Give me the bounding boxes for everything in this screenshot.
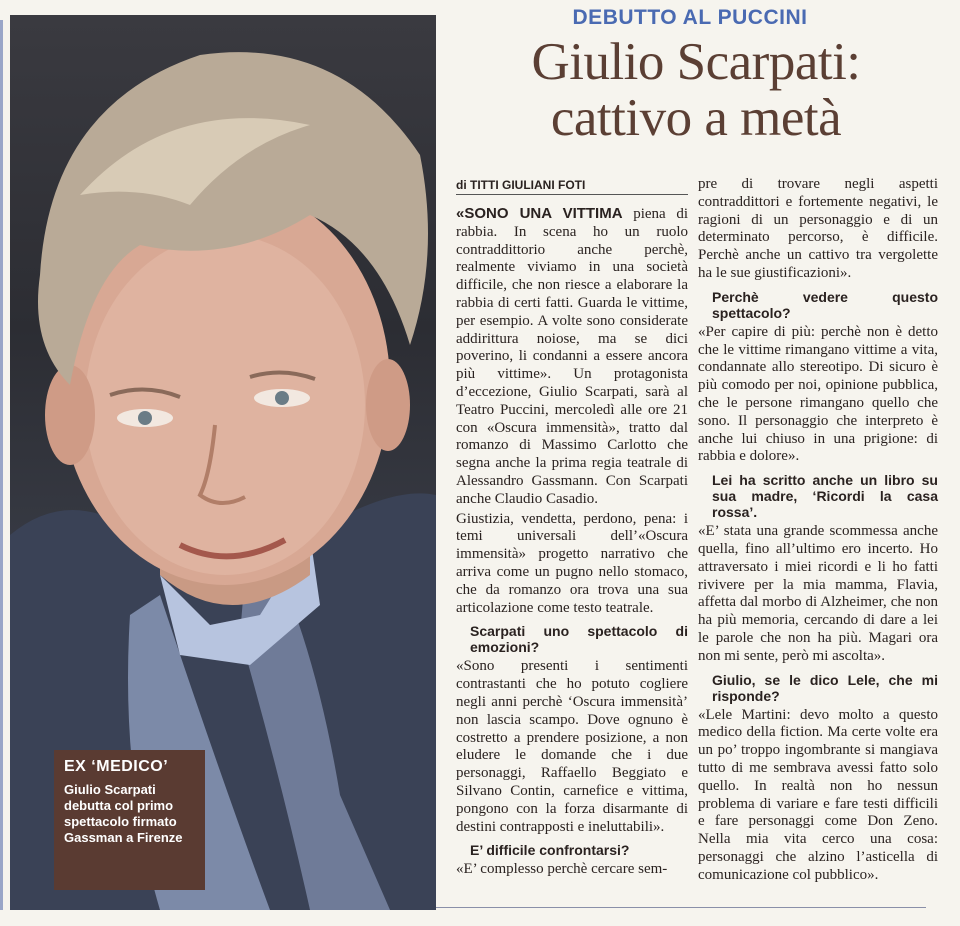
headline-line-1: Giulio Scarpati: bbox=[531, 33, 861, 91]
article-headline bbox=[446, 34, 946, 146]
paragraph-2: Giustizia, vendetta, perdono, pena: i temi universali dell’«Oscura immensità» progetto narrativo che arriva come un pugno nello stomaco, che da romanzo ora trova una sua articolazione come testo teatrale. bbox=[456, 510, 688, 616]
question-2: E’ difficile confrontarsi? bbox=[470, 842, 630, 859]
answer-5: «Lele Martini: devo molto a questo medico della fiction. Ma certe volte era un po’ troppo ingombrante si mangiava tutto di me sembrava avessi fatto solo quello. In realtà non ho nessun problema di variare e fare testi difficili e fare personaggi come Don Zeno. Nella mia vita cerco una cosa: personaggi che alzino l’asticella di comunicazione col pubblico». bbox=[698, 706, 938, 883]
article-column-1 bbox=[456, 205, 688, 881]
answer-4: «E’ stata una grande scommessa anche quella, fino all’ultimo ero incerto. Ho attraversato i miei ricordi e li ho fatti rivivere per la mia mamma, Flavia, affetta dal morbo di Alzheimer, che non ha più memoria, cercando di dare a lei le parole che non ha più. Magari ora non mi sente, però mi ascolta». bbox=[698, 523, 938, 664]
article-kicker: DEBUTTO AL PUCCINI bbox=[572, 6, 808, 29]
answer-1: «Sono presenti i sentimenti contrastanti che ho potuto cogliere negli anni perchè ‘Oscura immensità’ non lascia scampo. Dove ognuno è costretto a prendere posizione, a non eludere le domande che i due personaggi, Raffaello Beggiato e Silvano Contin, carnefice e vittima, pongono con la forza disarmante di destini contrapposti e ineluttabili». bbox=[456, 658, 688, 835]
lead-in: «SONO UNA VITTIMA bbox=[456, 205, 623, 222]
question-4: Lei ha scritto anche un libro su sua madre, ‘Ricordi la casa rossa’. bbox=[712, 472, 938, 521]
bottom-rule bbox=[436, 907, 926, 908]
article-column-2 bbox=[698, 176, 938, 887]
article-byline: di TITTI GIULIANI FOTI bbox=[456, 178, 688, 195]
photo-caption bbox=[54, 750, 205, 890]
answer-2-end: pre di trovare negli aspetti contraddittori e fortemente negativi, le ragioni di un personaggio e di un determinato percorso, è difficile. Perchè anche un cattivo tra vergolette ha le sue giustificazioni». bbox=[698, 176, 938, 281]
paragraph-1 bbox=[456, 205, 688, 509]
question-3: Perchè vedere questo spettacolo? bbox=[712, 288, 938, 321]
answer-2-start: «E’ complesso perchè cercare sem- bbox=[456, 861, 668, 878]
question-1: Scarpati uno spettacolo di emozioni? bbox=[470, 623, 688, 656]
headline-line-2: cattivo a metà bbox=[550, 89, 842, 147]
caption-text: Giulio Scarpati debutta col primo spettacolo firmato Gassman a Firenze bbox=[64, 782, 183, 845]
answer-3: «Per capire di più: perchè non è detto che le vittime rimangano vittime a vita, condannate allo stereotipo. Di sicuro è più comodo per noi, opinione pubblica, che le persone rimangano quello che sono. Il personaggio che interpreto è anche lui chiuso in una prigione: di rabbia e dolore». bbox=[698, 323, 938, 465]
page-edge-rule bbox=[0, 20, 3, 910]
caption-title: EX ‘MEDICO’ bbox=[64, 758, 169, 775]
question-5: Giulio, se le dico Lele, che mi risponde? bbox=[712, 671, 938, 704]
paragraph-1-text: piena di rabbia. In scena ho un ruolo contraddittorio anche perchè, realmente viviamo in una società difficile, che non riesce a elaborare la rabbia di certi fatti. Guarda le vittime, per esempio. A volte sono considerate addirittura noiose, ma se dici poverino, li condanni a essere ancora più vittime». Un protagonista d’eccezione, Giulio Scarpati, sarà al Teatro Puccini, mercoledì alle ore 21 con «Oscura immensità», tratto dal romanzo di Massimo Carlotto che segna anche la prima regia teatrale di Alessandro Gassmann. Con Scarpati anche Claudio Casadio. bbox=[456, 206, 688, 507]
portrait-photo bbox=[10, 15, 436, 910]
